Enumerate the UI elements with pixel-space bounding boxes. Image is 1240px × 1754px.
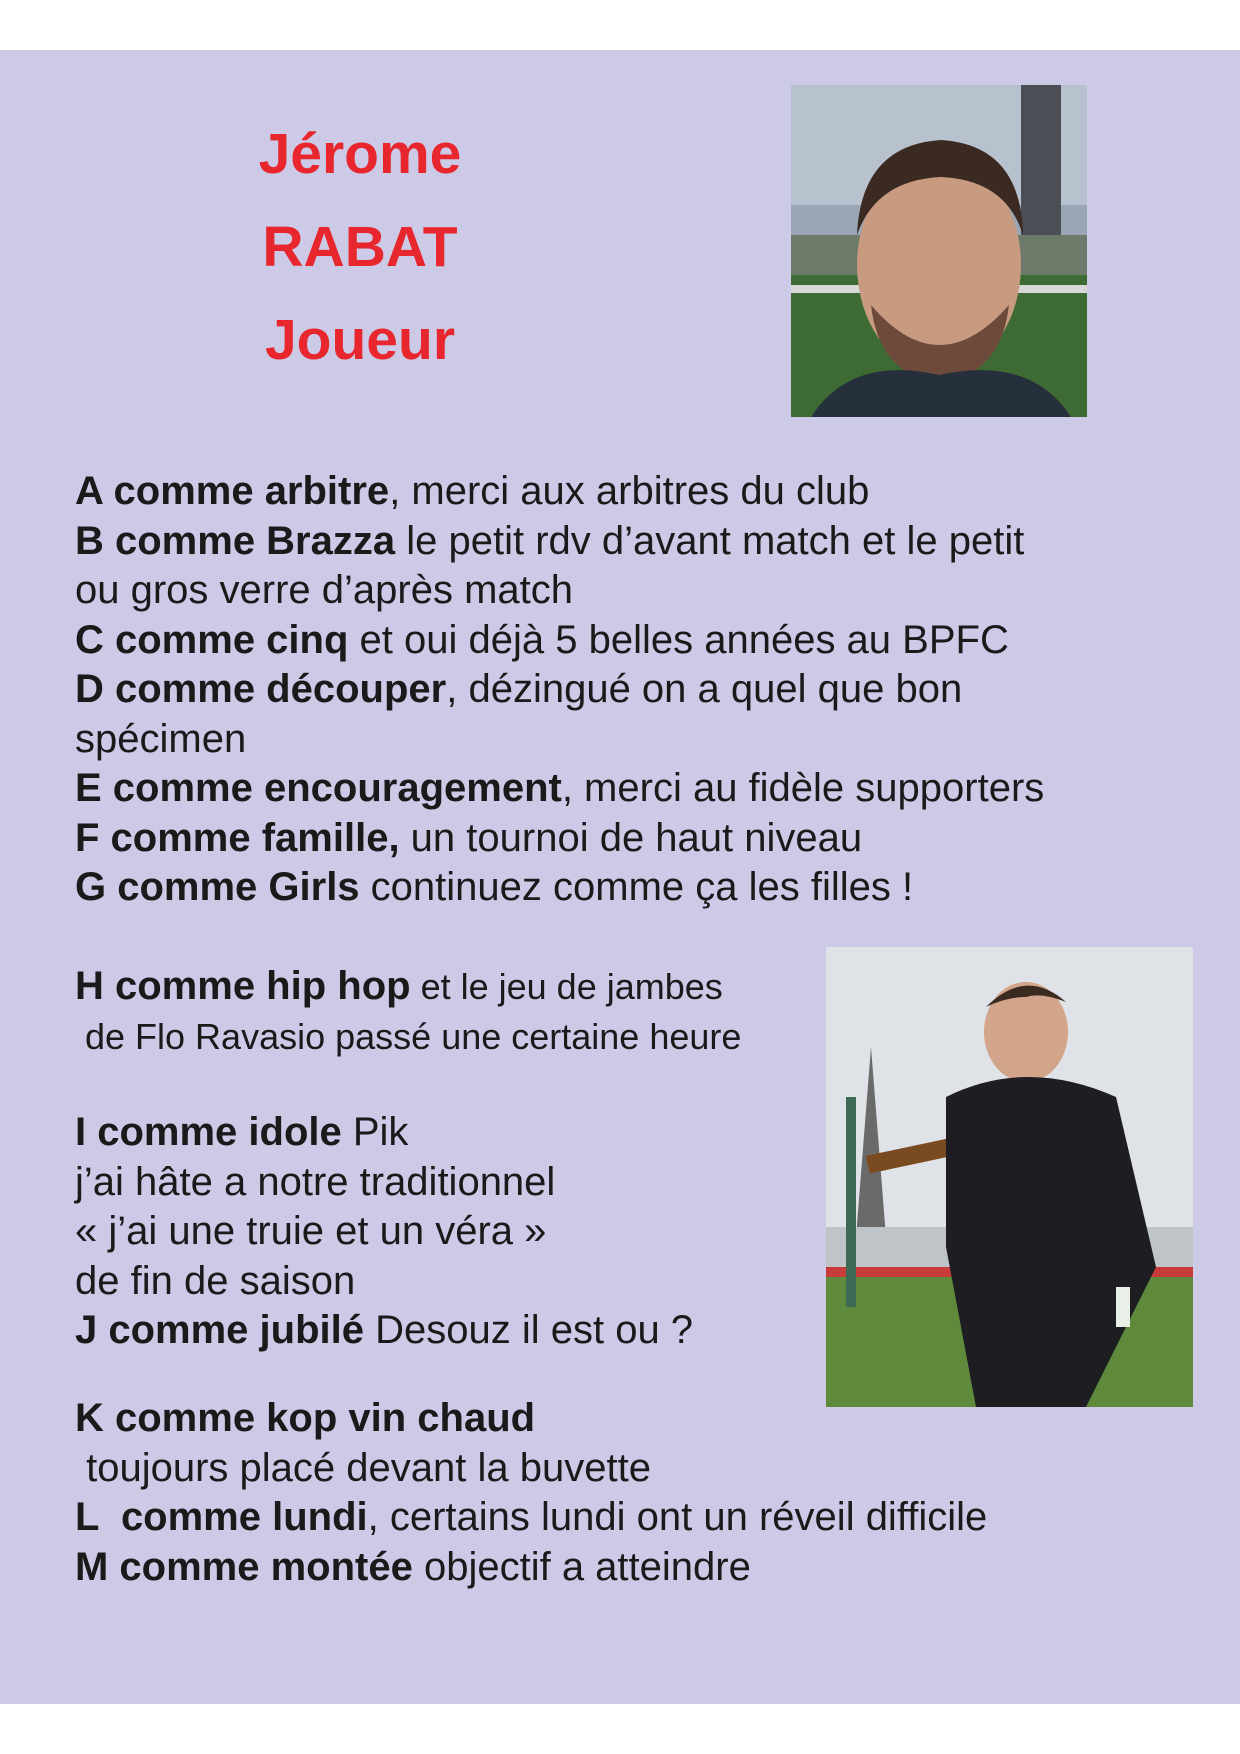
entry-a-text: , merci aux arbitres du club [389,469,870,513]
entry-m [75,1543,987,1593]
abecedaire-block-i-j [75,1108,693,1356]
entry-h-key: H comme hip hop [75,964,411,1008]
entry-h-continued: de Flo Ravasio passé une certaine heure [75,1015,742,1057]
entry-f-text: un tournoi de haut niveau [399,815,863,860]
entry-j [75,1306,693,1356]
page-title [160,108,560,387]
entry-i-line4: de fin de saison [75,1258,356,1303]
action-photo [826,947,1193,1407]
entry-k [75,1394,987,1444]
entry-e-text: , merci au fidèle supporters [561,766,1045,810]
entry-j-text: Desouz il est ou ? [363,1308,694,1352]
entry-f-key: F comme famille, [75,815,400,860]
entry-i-text: Pik [341,1110,409,1154]
entry-b [75,517,1044,567]
entry-l-text: , certains lundi ont un réveil difficile [367,1495,988,1539]
entry-e-key: E comme encouragement [75,766,562,810]
entry-a-key: A comme arbitre [75,469,390,513]
entry-b-continued [75,566,1044,616]
abecedaire-block-a-g [75,467,1044,913]
entry-i-line3: « j’ai une truie et un véra » [75,1209,547,1253]
entry-k-key: K comme kop vin chaud [75,1396,536,1440]
entry-a [75,467,1044,517]
entry-m-key: M comme montée [75,1544,413,1589]
entry-m-text: objectif a atteindre [412,1544,751,1589]
entry-i [75,1108,693,1158]
entry-i-key: I comme idole [75,1110,342,1154]
entry-c-text: et oui déjà 5 belles années au BPFC [348,617,1009,662]
entry-i-line2: j’ai hâte a notre traditionnel [75,1159,556,1204]
entry-d-continued [75,715,1044,765]
abecedaire-block-k-m [75,1394,987,1592]
entry-g-key: G comme Girls [75,865,360,909]
entry-j-key: J comme jubilé [75,1308,364,1352]
entry-c [75,616,1044,666]
entry-d-text: , dézingué on a quel que bon [446,667,963,711]
entry-c-key: C comme cinq [75,617,349,662]
entry-f [75,814,1044,864]
entry-h-text: et le jeu de jambes [410,966,723,1007]
entry-b-text: le petit rdv d’avant match et le petit [395,518,1025,563]
abecedaire-block-h [75,962,741,1061]
entry-e [75,764,1044,814]
title-first-name: Jérome [258,122,462,186]
entry-g-text: continuez comme ça les filles ! [359,865,914,909]
entry-d [75,665,1044,715]
entry-h [75,962,741,1012]
entry-l [75,1493,987,1543]
entry-b-text-2: ou gros verre d’après match [75,568,574,612]
title-role: Joueur [264,308,456,372]
title-last-name: RABAT [262,215,458,279]
entry-d-text-2: spécimen [75,716,247,761]
entry-b-key: B comme Brazza [75,518,396,563]
entry-d-key: D comme découper [75,667,447,711]
entry-k-line2: toujours placé devant la buvette [75,1445,651,1490]
entry-l-key: L comme lundi [75,1495,368,1539]
portrait-photo [791,85,1087,417]
entry-g [75,863,1044,913]
